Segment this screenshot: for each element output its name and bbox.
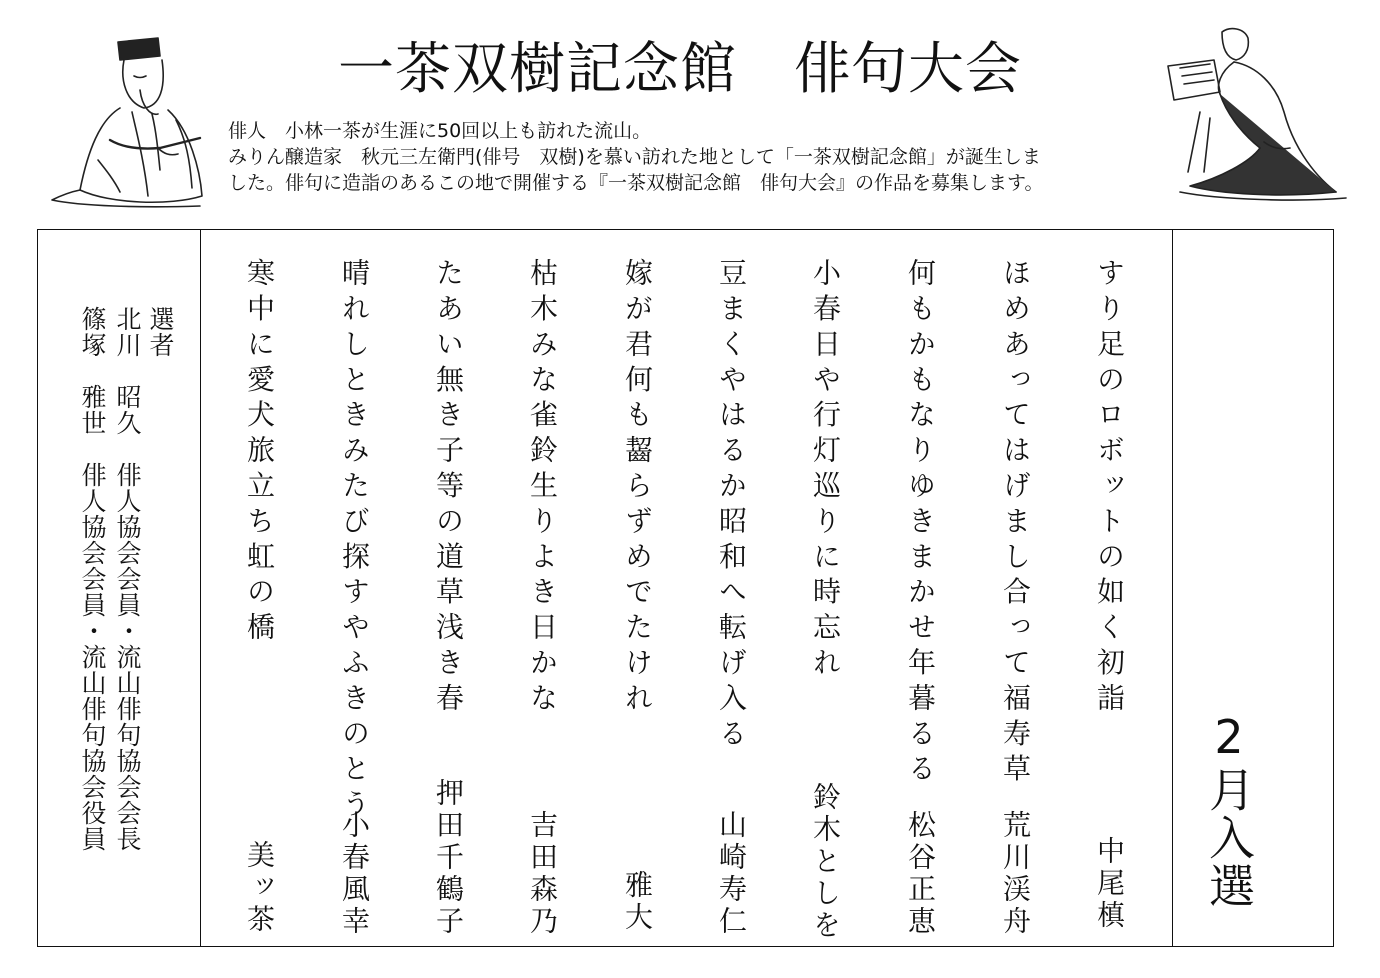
poem-text: 嫁が君何も齧らずめでたけれ	[621, 258, 654, 719]
divider-right	[1172, 230, 1173, 946]
poet-name: 鈴木としを	[809, 782, 842, 942]
poem-board	[37, 229, 1334, 947]
poet-name: 吉田森乃	[526, 810, 559, 938]
poem-text: 豆まくやはるか昭和へ転げ入る	[715, 258, 748, 754]
selector-shinozuka: 篠塚 雅世 俳人協会会員・流山俳句協会役員	[78, 306, 107, 852]
poet-name: 雅大	[621, 870, 654, 934]
intro-text	[228, 118, 1168, 196]
issa-portrait	[40, 20, 210, 215]
poet-name: 山崎寿仁	[715, 810, 748, 938]
intro-line: した。俳句に造詣のあるこの地で開催する『一茶双樹記念館 俳句大会』の作品を募集します。	[228, 172, 1044, 194]
month-label: 2月入選	[1202, 710, 1256, 910]
poem-text: 何もかもなりゆきまかせ年暮るる	[904, 258, 937, 789]
divider-left	[200, 230, 201, 946]
poem-text: たあい無き子等の道草浅き春	[432, 258, 465, 719]
poet-name: 小春風幸	[338, 810, 371, 938]
poem-text: 寒中に愛犬旅立ち虹の橋	[243, 258, 276, 648]
poem-text: 小春日や行灯巡りに時忘れ	[809, 258, 842, 683]
reader-portrait	[1160, 22, 1350, 207]
poet-name: 美ッ茶	[243, 840, 276, 936]
selectors-heading: 選者	[146, 306, 175, 358]
poem-text: 枯木みな雀鈴生りよき日かな	[526, 258, 559, 719]
poem-text: 晴れしときみたび探すやふきのとう	[338, 258, 371, 825]
poem-text: ほめあってはげまし合って福寿草	[999, 258, 1032, 789]
intro-line: みりん醸造家 秋元三左衛門(俳号 双樹)を慕い訪れた地として「一茶双樹記念館」が誕生しま	[228, 146, 1041, 168]
poem-text: すり足のロボットの如く初詣	[1093, 258, 1126, 719]
poet-name: 松谷正恵	[904, 810, 937, 938]
poet-name: 中尾槙	[1093, 836, 1126, 932]
page-title: 一茶双樹記念館 俳句大会	[338, 37, 1022, 102]
intro-line: 俳人 小林一茶が生涯に50回以上も訪れた流山。	[228, 120, 652, 142]
poet-name: 荒川渓舟	[999, 810, 1032, 938]
poet-name: 押田千鶴子	[432, 778, 465, 938]
selector-kitagawa: 北川 昭久 俳人協会会員・流山俳句協会会長	[113, 306, 142, 852]
